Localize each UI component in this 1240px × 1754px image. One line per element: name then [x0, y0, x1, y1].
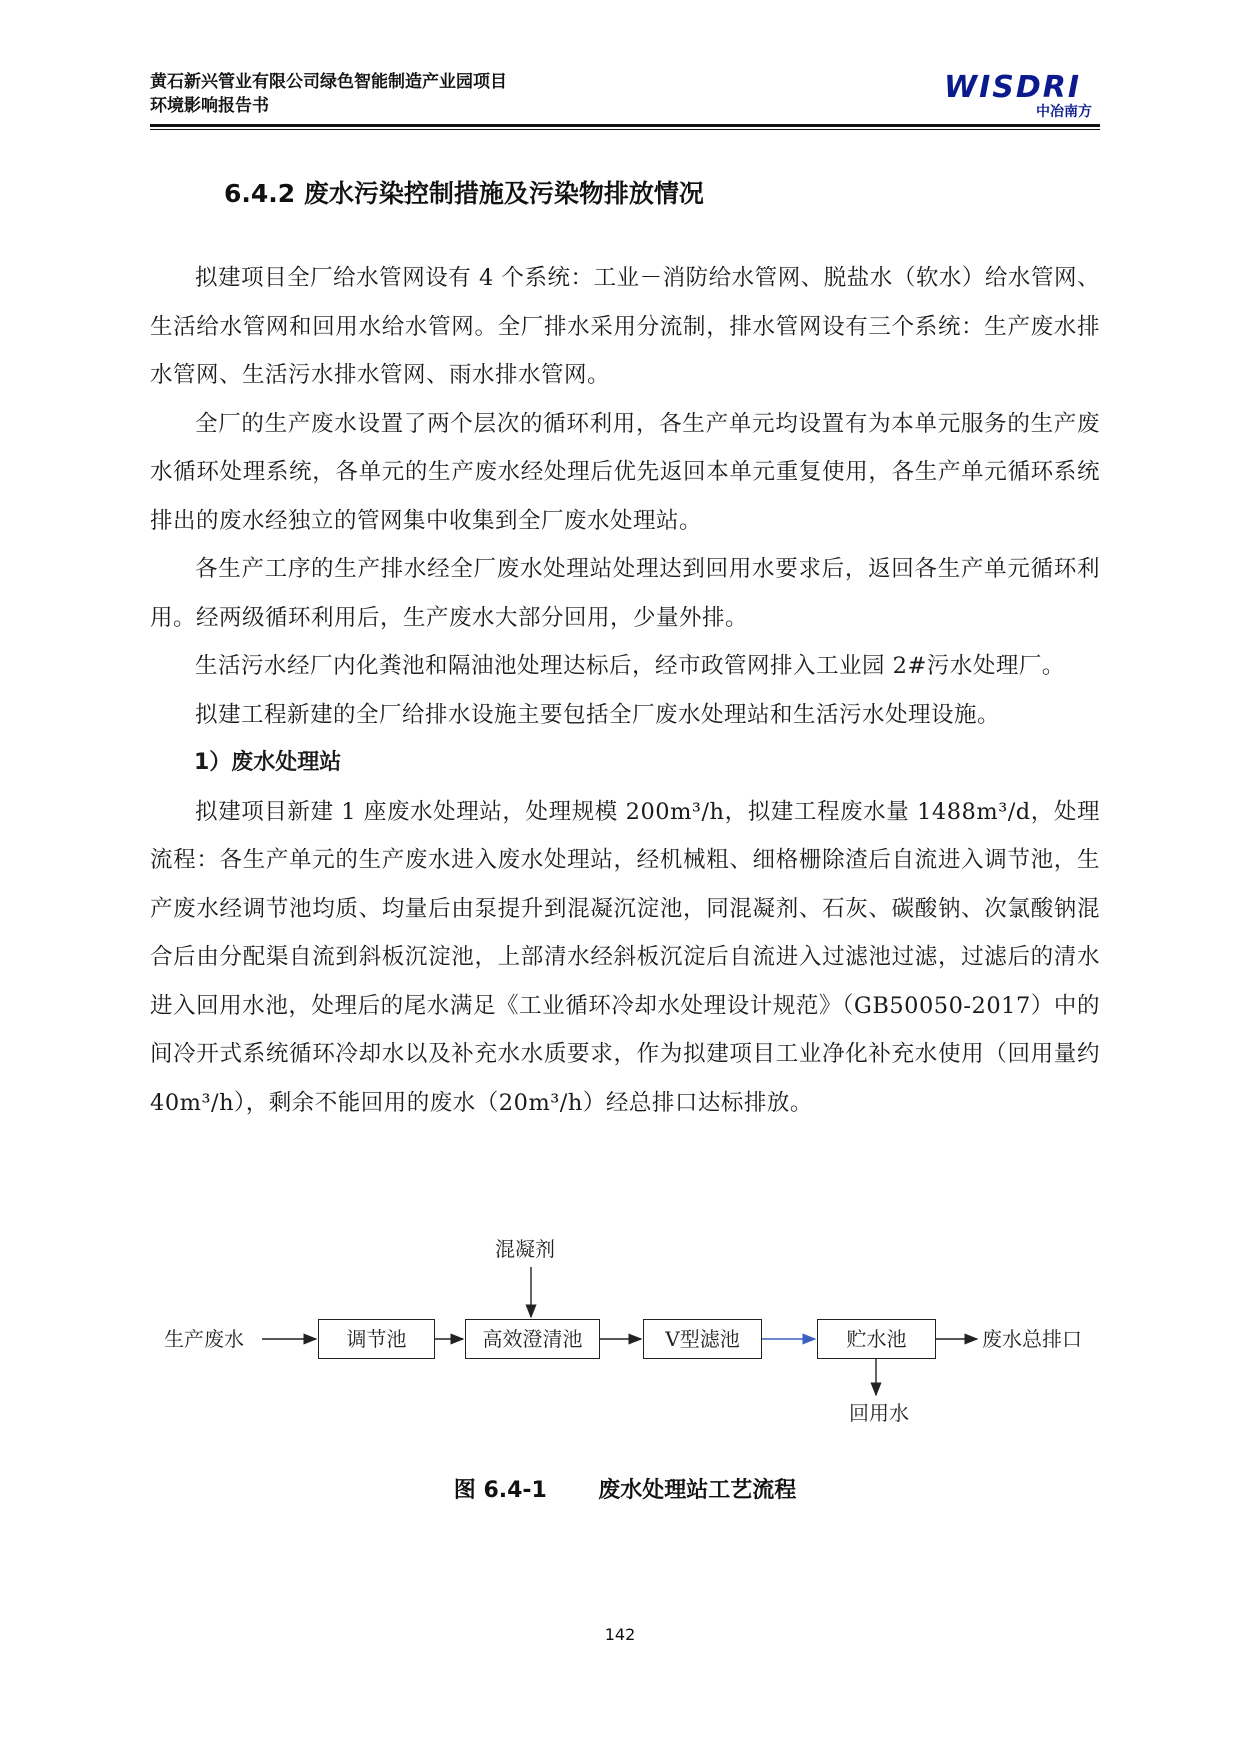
logo-subtitle: 中冶南方 [1036, 104, 1092, 120]
paragraph-water-supply: 拟建项目全厂给水管网设有 4 个系统：工业－消防给水管网、脱盐水（软水）给水管网、生活给水管网和回用水给水管网。全厂排水采用分流制，排水管网设有三个系统：生产废水排水管网、生活污水排水管网、雨水排水管网。 [150, 265, 1100, 388]
subheading-treatment-station: 1）废水处理站 [194, 750, 342, 775]
flowchart-arrows [150, 1235, 1100, 1435]
paragraph-recycling: 全厂的生产废水设置了两个层次的循环利用，各生产单元均设置有为本单元服务的生产废水循环处理系统，各单元的生产废水经处理后优先返回本单元重复使用，各生产单元循环系统排出的废水经独立的管网集中收集到全厂废水处理站。 [150, 410, 1100, 534]
body-text [150, 254, 1100, 1127]
header-document-type: 环境影响报告书 [150, 96, 269, 116]
paragraph-return: 各生产工序的生产排水经全厂废水处理站处理达到回用水要求后，返回各生产单元循环利用。经两级循环利用后，生产废水大部分回用，少量外排。 [150, 556, 1100, 631]
figure-title: 废水处理站工艺流程 [598, 1478, 797, 1503]
flow-input-label: 生产废水 [164, 1327, 244, 1351]
section-title: 6.4.2 废水污染控制措施及污染物排放情况 [224, 179, 704, 208]
process-flowchart [150, 1235, 1100, 1435]
page-number: 142 [604, 1625, 636, 1644]
flow-output-label: 废水总排口 [982, 1327, 1082, 1351]
header-rule-thin [150, 129, 1100, 130]
flow-node-high-efficiency-clarifier: 高效澄清池 [465, 1319, 600, 1359]
paragraph-facilities: 拟建工程新建的全厂给排水设施主要包括全厂废水处理站和生活污水处理设施。 [195, 701, 1001, 728]
header-rule-thick [150, 124, 1100, 127]
paragraph-domestic-sewage: 生活污水经厂内化粪池和隔油池处理达标后，经市政管网排入工业园 2#污水处理厂。 [195, 653, 1065, 679]
flow-reuse-label: 回用水 [849, 1401, 909, 1425]
flow-node-storage-tank: 贮水池 [817, 1319, 936, 1359]
wisdri-logo [925, 72, 1100, 122]
figure-label: 图 6.4-1 [453, 1478, 547, 1503]
header-text [150, 70, 507, 118]
flow-node-regulating-tank: 调节池 [318, 1319, 435, 1359]
logo-wordmark: WISDRI [943, 70, 1082, 105]
flow-coagulant-label: 混凝剂 [495, 1237, 555, 1261]
page-header [150, 70, 1100, 126]
header-project-title: 黄石新兴管业有限公司绿色智能制造产业园项目 [150, 72, 507, 92]
flow-node-v-filter: V型滤池 [643, 1319, 762, 1359]
paragraph-treatment-process: 拟建项目新建 1 座废水处理站，处理规模 200m³/h，拟建工程废水量 1488m³/d，处理流程：各生产单元的生产废水进入废水处理站，经机械粗、细格栅除渣后自流进入调节池，生产废水经调节池均质、均量后由泵提升到混凝沉淀池，同混凝剂、石灰、碳酸钠、次氯酸钠混合后由分配渠自流到斜板沉淀池，上部清水经斜板沉淀后自流进入过滤池过滤，过滤后的清水进入回用水池，处理后的尾水满足《工业循环冷却水处理设计规范》（GB50050-2017）中的间冷开式系统循环冷却水以及补充水水质要求，作为拟建项目工业净化补充水使用（回用量约 40m³/h），剩余不能回用的废水（20m³/h）经总排口达标排放。 [150, 798, 1100, 1116]
figure-caption [150, 1473, 1100, 1504]
